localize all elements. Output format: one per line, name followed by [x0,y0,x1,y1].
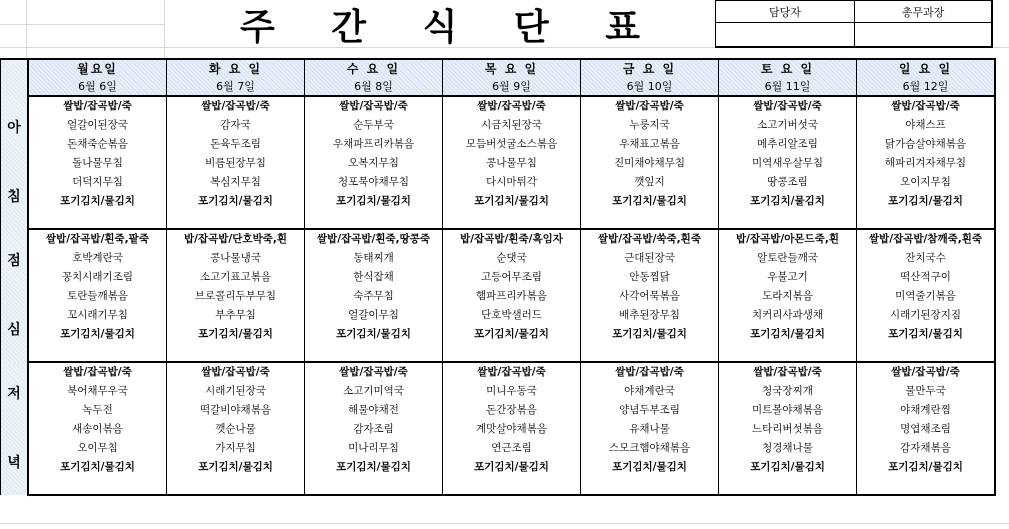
menu-cell: 햄파프리카볶음 [443,287,581,306]
menu-cell: 배추된장무침 [581,306,719,325]
menu-cell: 우채표고볶음 [581,135,719,154]
menu-cell: 소고기미역국 [305,382,443,401]
menu-cell: 포기김치/물김치 [719,325,857,344]
menu-cell: 떡산적구이 [857,268,996,287]
meal-label-top: 아 [7,119,21,136]
menu-cell: 쌀밥/잡곡밥/죽 [28,96,167,116]
meal-label-bottom: 침 [7,188,21,205]
menu-cell: 쌀밥/잡곡밥/죽 [443,96,581,116]
menu-cell: 유채나물 [581,420,719,439]
menu-cell: 밥/잡곡밥/흰죽/흑임자 [443,229,581,249]
menu-cell: 우채파프리카볶음 [305,135,443,154]
menu-cell: 모듬버섯굴소스볶음 [443,135,581,154]
menu-cell: 미트볼야채볶음 [719,401,857,420]
day-header: 토 요 일 [719,59,857,78]
menu-cell: 꽁치시래기조림 [28,268,167,287]
menu-cell: 계맛살야채볶음 [443,420,581,439]
menu-cell: 가지무침 [167,439,305,458]
menu-cell: 미나리무침 [305,439,443,458]
date-header: 6월 10일 [581,78,719,96]
menu-cell: 청경채나물 [719,439,857,458]
menu-cell: 오이무침 [28,439,167,458]
day-header: 금 요 일 [581,59,719,78]
menu-cell: 떡갈비야채볶음 [167,401,305,420]
menu-cell: 더덕지무침 [28,173,167,192]
menu-cell: 명엽채조림 [857,420,996,439]
menu-cell: 근대된장국 [581,249,719,268]
menu-cell: 포기김치/물김치 [443,458,581,477]
menu-cell: 다시마튀각 [443,173,581,192]
menu-cell: 비름된장무침 [167,154,305,173]
menu-cell: 쌀밥/잡곡밥/참깨죽,흰죽 [857,229,996,249]
menu-cell [443,344,581,362]
date-header: 6월 7일 [167,78,305,96]
menu-cell: 포기김치/물김치 [581,192,719,211]
menu-cell [719,211,857,229]
meal-label [1,96,29,229]
menu-cell: 포기김치/물김치 [581,458,719,477]
menu-cell: 야채계란찜 [857,401,996,420]
menu-cell: 소고기표고볶음 [167,268,305,287]
day-header: 일 요 일 [857,59,996,78]
menu-cell [443,477,581,495]
menu-cell [28,344,167,362]
menu-cell [581,477,719,495]
menu-cell [305,211,443,229]
menu-cell: 양념두부조림 [581,401,719,420]
menu-cell: 쌀밥/잡곡밥/죽 [443,362,581,382]
menu-cell: 해파리겨자채무침 [857,154,996,173]
approval-label-manager: 담당자 [716,1,855,23]
menu-cell: 쌀밥/잡곡밥/죽 [28,362,167,382]
menu-cell: 땅콩조림 [719,173,857,192]
page-title: 주 간 식 단 표 [239,6,662,48]
menu-cell: 단호박샐러드 [443,306,581,325]
menu-cell: 안동찜닭 [581,268,719,287]
sheet-gridline [26,0,27,58]
menu-cell: 돈채죽순볶음 [28,135,167,154]
menu-cell: 녹두전 [28,401,167,420]
sheet-gridline [0,523,1009,524]
menu-cell: 호박계란국 [28,249,167,268]
menu-cell: 포기김치/물김치 [28,458,167,477]
menu-cell: 쌀밥/잡곡밥/흰죽,땅콩죽 [305,229,443,249]
approval-label-chief: 총무과장 [855,1,993,23]
day-header: 화 요 일 [167,59,305,78]
date-header: 6월 8일 [305,78,443,96]
menu-cell: 동태찌개 [305,249,443,268]
menu-cell: 순댓국 [443,249,581,268]
menu-cell: 잔치국수 [857,249,996,268]
menu-cell: 쌀밥/잡곡밥/죽 [305,362,443,382]
menu-cell [857,477,996,495]
menu-cell: 깻순나물 [167,420,305,439]
menu-cell: 포기김치/물김치 [443,325,581,344]
menu-cell: 시래기된장지짐 [857,306,996,325]
date-header: 6월 11일 [719,78,857,96]
menu-cell: 고등어무조림 [443,268,581,287]
menu-cell [167,344,305,362]
menu-cell: 오이지무침 [857,173,996,192]
menu-cell: 오복지무침 [305,154,443,173]
menu-cell: 꼬시래기무침 [28,306,167,325]
menu-cell: 순두부국 [305,116,443,135]
date-header: 6월 9일 [443,78,581,96]
menu-cell: 새송이볶음 [28,420,167,439]
menu-cell: 쌀밥/잡곡밥/죽 [167,362,305,382]
menu-cell: 스모크햄야채볶음 [581,439,719,458]
menu-cell [28,477,167,495]
menu-cell: 사각어묵볶음 [581,287,719,306]
menu-cell: 알토란들깨국 [719,249,857,268]
menu-cell: 포기김치/물김치 [305,192,443,211]
menu-cell: 우불고기 [719,268,857,287]
menu-cell [305,477,443,495]
menu-cell: 포기김치/물김치 [857,192,996,211]
menu-cell: 포기김치/물김치 [167,458,305,477]
menu-cell [719,344,857,362]
menu-cell: 쌀밥/잡곡밥/죽 [581,96,719,116]
menu-cell [443,211,581,229]
menu-cell: 포기김치/물김치 [167,192,305,211]
menu-cell: 쌀밥/잡곡밥/죽 [581,362,719,382]
menu-cell: 야채계란국 [581,382,719,401]
menu-cell: 돈육두조림 [167,135,305,154]
menu-cell [167,477,305,495]
menu-cell: 해물야채전 [305,401,443,420]
approval-sign-manager[interactable] [716,23,855,48]
menu-cell: 콩나물냉국 [167,249,305,268]
menu-cell [305,344,443,362]
menu-cell [581,211,719,229]
weekly-menu-table [0,58,996,496]
menu-cell: 콩나물무침 [443,154,581,173]
menu-cell: 포기김치/물김치 [28,325,167,344]
meal-label [1,362,29,495]
day-header: 수 요 일 [305,59,443,78]
menu-cell: 포기김치/물김치 [719,458,857,477]
approval-box [715,0,993,48]
menu-cell: 미역줄기볶음 [857,287,996,306]
menu-cell: 얼갈이된장국 [28,116,167,135]
menu-cell: 도라지볶음 [719,287,857,306]
menu-cell: 감자국 [167,116,305,135]
menu-cell: 쌀밥/잡곡밥/죽 [305,96,443,116]
menu-cell: 깻잎지 [581,173,719,192]
menu-cell: 브로콜리두부무침 [167,287,305,306]
meal-label-bottom: 녁 [7,454,21,471]
approval-sign-chief[interactable] [855,23,993,48]
menu-cell [857,344,996,362]
menu-cell: 청포묵야채무침 [305,173,443,192]
menu-cell: 포기김치/물김치 [719,192,857,211]
menu-cell: 밥/잡곡밥/단호박죽,흰 [167,229,305,249]
menu-cell: 닭가슴살야채볶음 [857,135,996,154]
menu-cell: 한식잡채 [305,268,443,287]
menu-cell: 쌀밥/잡곡밥/흰죽,팥죽 [28,229,167,249]
menu-cell: 쌀밥/잡곡밥/죽 [857,362,996,382]
menu-cell: 쌀밥/잡곡밥/쑥죽,흰죽 [581,229,719,249]
menu-cell: 쌀밥/잡곡밥/죽 [719,96,857,116]
menu-cell: 포기김치/물김치 [857,458,996,477]
menu-cell: 쌀밥/잡곡밥/죽 [857,96,996,116]
meal-label-top: 점 [7,252,21,269]
menu-cell: 돌나물무침 [28,154,167,173]
menu-cell: 북어채무우국 [28,382,167,401]
menu-cell: 쌀밥/잡곡밥/죽 [719,362,857,382]
menu-cell: 야채스프 [857,116,996,135]
menu-cell: 쌀밥/잡곡밥/죽 [167,96,305,116]
menu-cell: 포기김치/물김치 [857,325,996,344]
menu-cell: 감자조림 [305,420,443,439]
menu-cell: 연근조림 [443,439,581,458]
sheet-gridline [0,24,165,25]
date-header: 6월 12일 [857,78,996,96]
menu-cell [581,344,719,362]
menu-cell: 밥/잡곡밥/아몬드죽,흰 [719,229,857,249]
day-header: 월요일 [28,59,167,78]
corner-cell [1,59,29,96]
menu-cell: 토란들깨볶음 [28,287,167,306]
menu-cell: 느타리버섯볶음 [719,420,857,439]
day-header: 목 요 일 [443,59,581,78]
menu-cell [857,211,996,229]
menu-cell: 시금치된장국 [443,116,581,135]
menu-cell: 메추리알조림 [719,135,857,154]
menu-cell: 청국장찌개 [719,382,857,401]
menu-cell [28,211,167,229]
menu-cell: 미역새우살무침 [719,154,857,173]
menu-cell: 시래기된장국 [167,382,305,401]
menu-cell: 부추무침 [167,306,305,325]
menu-cell: 진미채야채무침 [581,154,719,173]
menu-cell: 숙주무침 [305,287,443,306]
menu-cell: 복심지무침 [167,173,305,192]
menu-cell: 포기김치/물김치 [305,458,443,477]
menu-cell [167,211,305,229]
menu-cell: 누룽지국 [581,116,719,135]
meal-label-top: 저 [7,385,21,402]
menu-cell: 미니우동국 [443,382,581,401]
menu-cell [719,477,857,495]
menu-cell: 치커리사과생채 [719,306,857,325]
menu-cell: 포기김치/물김치 [305,325,443,344]
date-header: 6월 6일 [28,78,167,96]
menu-cell: 돈간장볶음 [443,401,581,420]
menu-cell: 포기김치/물김치 [167,325,305,344]
meal-label [1,229,29,362]
menu-cell: 포기김치/물김치 [28,192,167,211]
menu-cell: 얼갈이무침 [305,306,443,325]
menu-cell: 감자채볶음 [857,439,996,458]
menu-cell: 포기김치/물김치 [443,192,581,211]
menu-cell: 소고기버섯국 [719,116,857,135]
meal-label-bottom: 심 [7,321,21,338]
menu-cell: 물만두국 [857,382,996,401]
menu-cell: 포기김치/물김치 [581,325,719,344]
